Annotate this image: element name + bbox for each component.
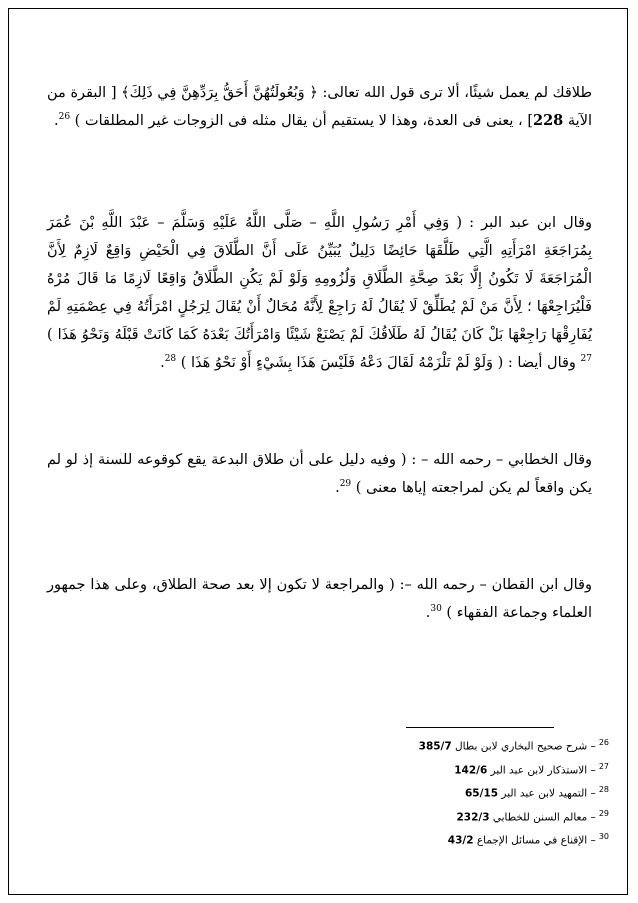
footnote-source: – التمهيد لابن عبد البر (498, 787, 596, 800)
paragraph-3 (47, 446, 592, 502)
footnote-marker-26[interactable]: 26 (58, 112, 71, 123)
footnote-reference: 142/6 (454, 764, 488, 776)
footnote-source: – معالم السنن للخطابي (489, 811, 596, 823)
paragraph-3-text: وقال الخطابي – رحمه الله – : ( وفيه دليل على أن طلاق البدعة يقع كوقوعه للسنة إذ لو لم يكن واقعاً لم يكن لمراجعته إياها معنى ) (47, 452, 592, 496)
footnote-number: 30 (598, 832, 609, 841)
footnote-source: – شرح صحيح البخاري لابن بطال (451, 740, 596, 753)
footnote-number: 29 (598, 808, 609, 818)
footnote-number: 28 (598, 785, 609, 794)
paragraph-1-end: . (53, 113, 59, 129)
footnotes-section (309, 733, 609, 851)
footnote-number: 27 (598, 761, 609, 771)
paragraph-1-text: طلاقك لم يعمل شيئًا، ألا ترى قول الله تعالى: ﴿ وَبُعُولَتُهُنَّ أَحَقُّ بِرَدِّهِنَّ فِي ذَلِكَ﴾ [ البقرة من الآية (47, 85, 592, 129)
paragraph-2-text-mid: وقال أيضا : ( وَلَوْ لَمْ تَلْزَمْهُ لَقَالَ دَعْهُ فَلَيْسَ هَذَا بِشَيْءٍ أَوْ نَحْوُ هَذَا ) (176, 355, 581, 371)
paragraph-4-end: . (425, 605, 431, 621)
footnote-reference: 43/2 (447, 834, 474, 847)
paragraph-1-text-after: ] ، يعنى فى العدة، وهذا لا يستقيم أن يقال مثله فى الزوجات غير المطلقات ) (70, 113, 533, 129)
footnote-reference: 232/3 (456, 811, 490, 823)
footnote-divider (406, 727, 554, 728)
paragraph-2-end: . (160, 355, 165, 371)
verse-reference: 228 (533, 112, 564, 129)
footnote-marker-30[interactable]: 30 (430, 604, 442, 615)
footnote-reference: 65/15 (465, 787, 499, 800)
paragraph-3-end: . (335, 480, 340, 496)
paragraph-4-text: وقال ابن القطان – رحمه الله –: ( والمراجعة لا تكون إلا بعد صحة الطلاق، وعلى هذا جمهور العلماء وجماعة الفقهاء ) (47, 577, 592, 621)
document-page (8, 8, 628, 895)
paragraph-2 (47, 209, 592, 377)
footnote-marker-27[interactable]: 27 (580, 354, 592, 365)
footnote-number: 26 (598, 738, 609, 747)
footnote-item (309, 733, 609, 757)
paragraph-4 (47, 571, 592, 627)
paragraph-2-text: وقال ابن عبد البر : ( وَفِي أَمْرِ رَسُولِ اللَّهِ – صَلَّى اللَّهُ عَلَيْهِ وَسَلَّمَ – عَبْدَ اللَّهِ بْنَ عُمَرَ بِمُرَاجَعَةِ امْرَأَتِهِ الَّتِي طَلَّقَهَا حَائِضًا دَلِيلٌ يُبَيِّنُ عَلَى أَنَّ الطَّلَاقَ فِي الْحَيْضِ وَاقِعٌ لَازِمٌ لِأَنَّ الْمُرَاجَعَةَ لَا تَكُونُ إِلَّا بَعْدَ صِحَّةِ الطَّلَاقِ وَلُزُومِهِ وَلَوْ لَمْ يَكُنِ الطَّلَاقُ وَاقِعًا لَازِمًا مَا قَالَ مُرْهُ فَلْيُرَاجِعْهَا ؛ لِأَنَّ مَنْ لَمْ يُطَلِّقْ لَا يُقَالُ لَهُ رَاجِعْ لِأَنَّهُ مُحَالٌ أَنْ يُقَالَ لِرَجُلٍ امْرَأَتُهُ فِي عِصْمَتِهِ لَمْ يُفَارِقْهَا رَاجِعْهَا بَلْ كَانَ يُقَالُ لَهُ طَلَاقُكَ لَمْ يَصْنَعْ شَيْئًا وَامْرَأَتُكَ بَعْدَهُ كَمَا كَانَتْ قَبْلَهُ وَنَحْوُ هَذَا ) (47, 215, 592, 343)
footnote-reference: 385/7 (418, 740, 452, 753)
footnote-item (309, 757, 609, 781)
footnote-item (309, 780, 609, 804)
paragraph-1 (47, 79, 592, 135)
footnote-source: – الإقناع في مسائل الإجماع (473, 834, 596, 847)
footnote-item (309, 804, 609, 828)
footnote-marker-28[interactable]: 28 (164, 354, 177, 365)
footnote-source: – الاستذكار لابن عبد البر (487, 764, 596, 776)
footnote-item (309, 827, 609, 851)
footnote-marker-29[interactable]: 29 (339, 479, 352, 490)
